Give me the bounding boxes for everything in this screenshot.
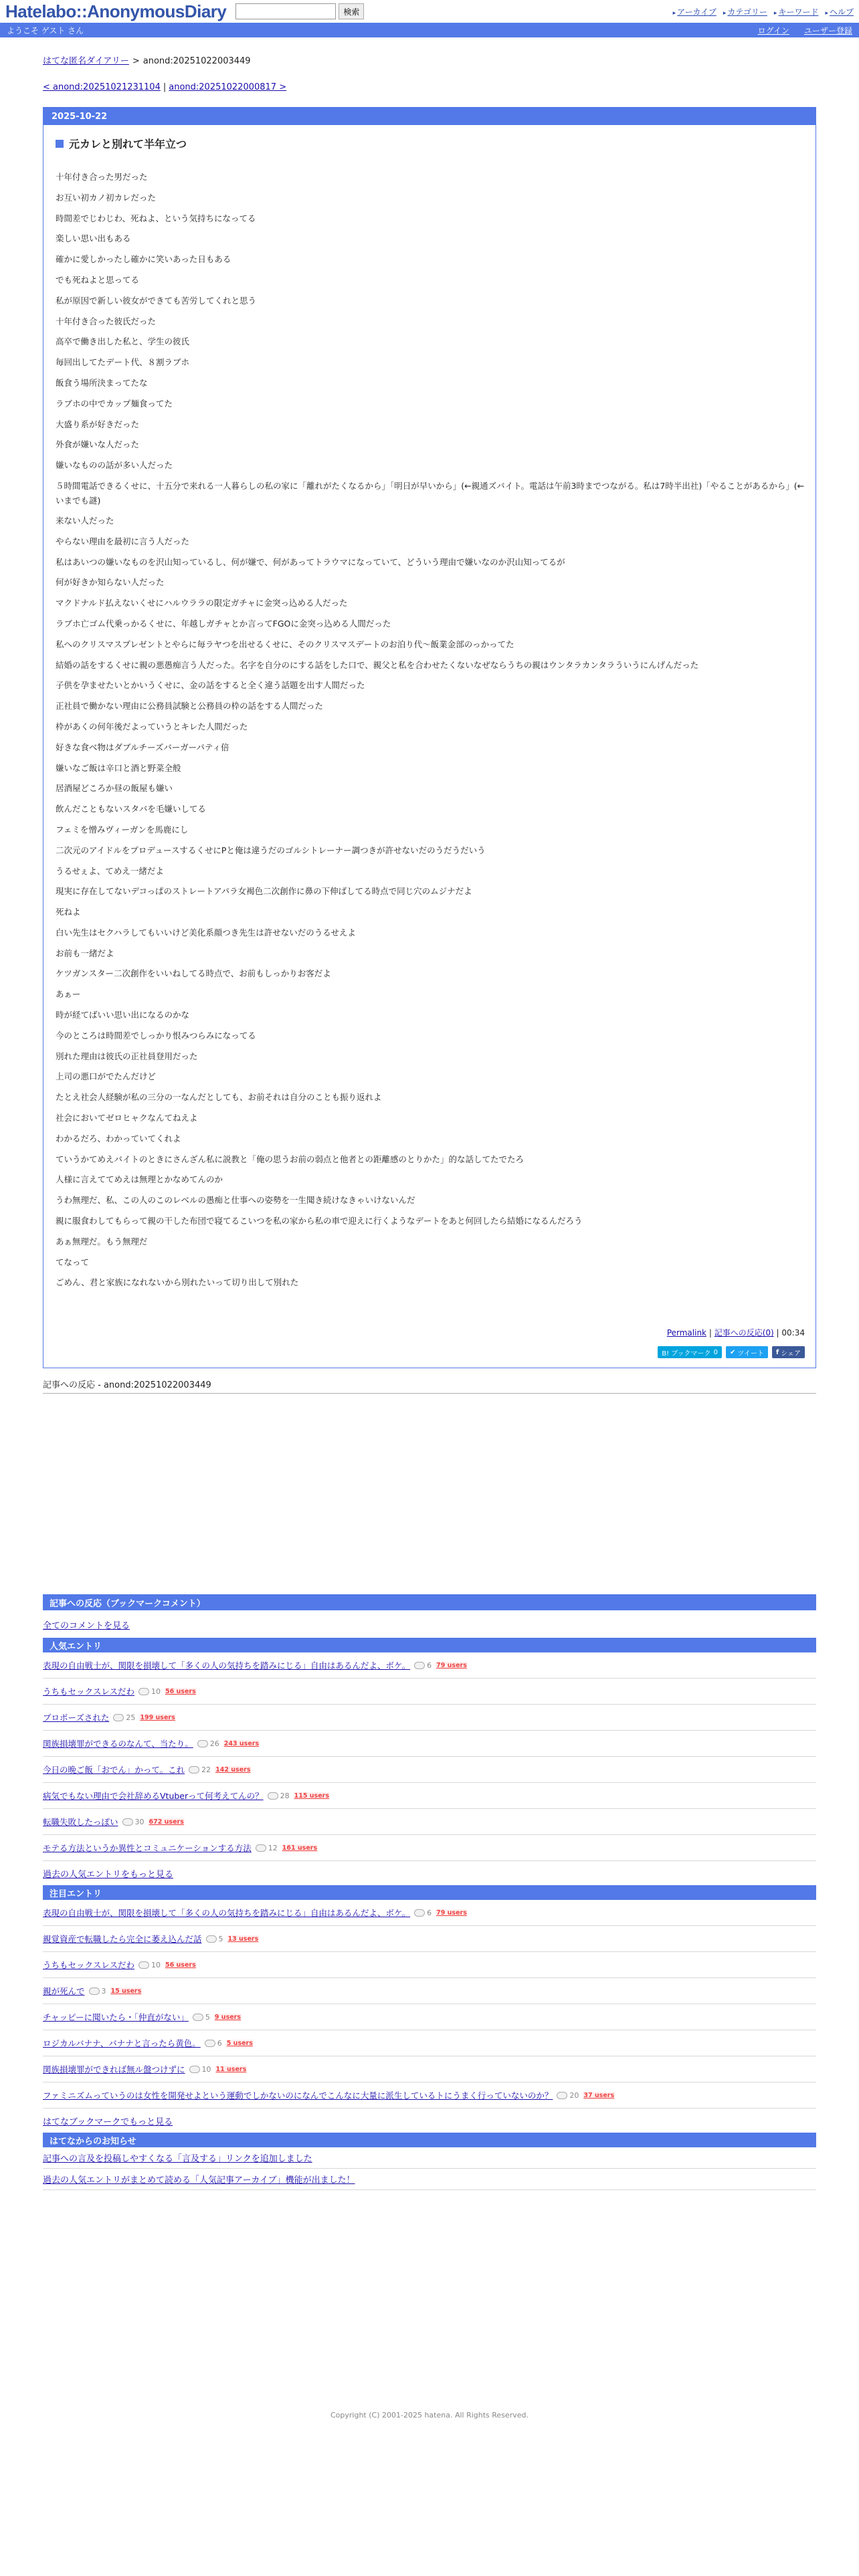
popular-entries-header: 人気エントリ [43,1638,816,1652]
all-comments-link[interactable]: 全てのコメントを見る [43,1621,130,1632]
notice-link[interactable]: 過去の人気エントリがまとめて読める「人気記事アーカイブ」機能が出ました！ [43,2175,355,2186]
entry-line: マクドナルド払えないくせにハルウララの限定ガチャに金突っ込める人だった [56,598,348,609]
entry-line: お互い初カノ初カレだった [56,192,157,203]
entry-line: 上司の悪口がでたんだけど [56,1071,157,1082]
bookmark-users-link[interactable]: 79 users [436,1909,467,1917]
entry-line: てなって [56,1257,90,1267]
reactions-link[interactable]: 記事への反応(0) [714,1328,774,1338]
entry-line: 人様に言えててめえは無理とかなめてんのか [56,1174,223,1185]
entry-line: 二次元のアイドルをプロデュースするくせにPと俺は違うだのゴルシトレーナー調つきが許せないだのうだうだいう [56,845,486,855]
entry-line: 親に服食わしてもらって親の干した布団で寝てるこいつを私の家から私の車で迎えに行くようなデートをあと何回したら結婚になるんだろう [56,1216,583,1226]
notice-item [43,2169,816,2190]
entry-line: 何が好きか知らない人だった [56,577,165,588]
list-item [43,1978,816,2004]
nav-divider: | [163,82,167,92]
list-item [43,1783,816,1809]
comment-icon [113,1714,124,1721]
entry-line: 毎回出してたデート代、８割ラブホ [56,357,190,368]
breadcrumb [43,53,816,66]
bookmark-users-link[interactable]: 243 users [223,1739,260,1747]
comment-icon [122,1818,133,1826]
comment-count-value: 6 [217,2038,222,2048]
welcome-text: ようこそ ゲスト さん [7,25,84,35]
entry-link[interactable]: 関族損壊罪ができるのなんて、当たり。 [43,1739,193,1749]
entry-line: ていうかてめえバイトのときにさんざん私に説教と「俺の思うお前の弱点と他者との距離感のとりかた」的な話してたでたろ [56,1154,524,1164]
login-link[interactable]: ログイン [757,25,789,35]
keyword-icon: ▸ [773,9,777,17]
list-item [43,1731,816,1757]
entry-line: たとえ社会人経験が私の三分の一なんだとしても、お前それは自分のことも振り返れよ [56,1092,382,1103]
notices-list [43,2147,816,2190]
hatena-bookmark-button[interactable] [658,1346,722,1358]
notice-link[interactable]: 記事への言及を投稿しやすくなる「言及する」リンクを追加しました [43,2154,312,2165]
bookmark-users-link[interactable]: 79 users [436,1661,467,1669]
diary-day [43,107,816,1368]
entry-link[interactable]: 親覚資産で転職したら完全に萎え込んだ話 [43,1934,202,1945]
more-hot-link[interactable]: はてなブックマークでもっと見る [43,2117,173,2127]
entry-line: 外食が嫌いな人だった [56,439,140,450]
comment-count [205,2039,222,2048]
entry-line: 嫌いなご飯は辛口と酒と野菜全般 [56,762,181,773]
entry-line: 時間差でじわじわ、死ねよ、という気持ちになってる [56,213,256,223]
footer-separator: | [776,1328,779,1338]
entry-line: 飲んだこともないスタバを毛嫌いしてる [56,804,206,815]
entry-line: 枠があくの何年後だよっていうとキレた人間だった [56,721,248,732]
breadcrumb-current: anond:20251022003449 [142,56,251,66]
entry-line: ラブホ亡ゴム代乗っかるくせに、年越しガチャとか言ってFGOに金突っ込める人間だった [56,618,391,629]
site-logo[interactable]: Hatelabo::AnonymousDiary [5,1,227,21]
next-entry-link[interactable]: anond:20251022000817 > [169,82,287,92]
notices-header: はてなからのお知らせ [43,2133,816,2147]
entry-line: やらない理由を最初に言う人だった [56,536,190,546]
facebook-share-label: シェア [781,1350,801,1358]
comment-count-value: 30 [134,1817,145,1826]
entry-title [56,136,805,151]
keyword-link[interactable]: キーワード [778,7,819,17]
comment-count [189,1765,211,1774]
entry-line: 確かに愛しかったし確かに笑いあった日もある [56,254,231,265]
entry-link[interactable]: プロポーズされた [43,1713,110,1723]
entry-line: 子供を孕ませたいとかいうくせに、金の話をすると全く違う話題を出す人間だった [56,680,365,691]
tweet-label: ツイート [737,1350,764,1358]
main-content [43,37,816,2420]
register-link[interactable]: ユーザー登録 [803,25,852,35]
entry-link[interactable]: うちもセックスレスだわ [43,1687,135,1697]
comment-count [138,1687,161,1696]
comment-icon [557,2092,567,2099]
permalink-link[interactable]: Permalink [666,1328,706,1338]
bookmark-users-link[interactable]: 5 users [226,2039,253,2047]
entry-line: うるせぇよ、てめえ一緒だよ [56,865,164,876]
comment-count [414,1909,432,1917]
entry-line: 十年付き合った男だった [56,172,148,182]
category-link[interactable]: カテゴリー [727,7,767,17]
bookmark-users-link[interactable]: 672 users [149,1818,184,1826]
entry-line: ごめん、君と家族になれないから別れたいって切り出して別れた [56,1277,299,1288]
comment-count-value: 5 [218,1934,223,1943]
title-square-icon [56,140,64,148]
list-item [43,1809,816,1835]
comment-icon [193,2014,203,2021]
footer-separator: | [708,1328,712,1338]
entry-time: 00:34 [781,1328,805,1338]
entry-line: 現実に存在してないデコっぱのストレートアパラ女褐色二次創作に鼻の下伸ばしてる時点で同じ穴のムジナだよ [56,886,472,897]
copyright: Copyright (C) 2001-2025 hatena. All Rights Reserved. [330,2411,529,2420]
archive-icon: ▸ [672,9,676,17]
entry-link[interactable]: 表現の自由戦士が、関限を損壊して「多くの人の気持ちを踏みにじる」自由はあるんだよ、ボケ。 [43,1908,411,1919]
comment-count [414,1661,432,1670]
comment-count-value: 25 [126,1713,136,1722]
entry-link[interactable]: 関族損壊罪ができれば無ル盤つけずに [43,2064,185,2075]
comment-count-value: 26 [209,1739,219,1748]
comment-count-value: 28 [280,1791,290,1800]
user-bar [0,23,859,37]
search-input[interactable] [235,3,336,19]
comment-count [268,1792,290,1800]
list-item [43,1900,816,1926]
comment-count-value: 12 [268,1843,278,1852]
list-item [43,2056,816,2082]
entry-title-link[interactable]: 元カレと別れて半年立つ [69,138,187,150]
help-icon: ▸ [825,9,828,17]
entry-link[interactable]: 転職失敗したっぽい [43,1817,118,1828]
list-item [43,1705,816,1731]
list-item [43,2030,816,2056]
entry-line: あぁー [56,989,81,1000]
category-icon: ▸ [723,9,727,17]
bookmark-users-link[interactable]: 56 users [165,1961,196,1969]
comment-count [557,2091,579,2100]
more-popular-link[interactable]: 過去の人気エントリをもっと見る [43,1869,174,1880]
entry-link[interactable]: チャッピーに聞いたら・「仲直がない」 [43,2012,189,2023]
entry-line: フェミを憎みヴィーガンを馬鹿にし [56,824,189,835]
archive-link[interactable]: アーカイブ [677,7,717,17]
entry-line: 高卒で働き出した私と、学生の彼氏 [56,336,190,347]
entry-line: ケツガンスター二次創作をいいねしてる時点で、お前もしっかりお客だよ [56,968,331,979]
search-button[interactable]: 検索 [339,3,364,19]
tweet-button[interactable] [726,1346,768,1358]
comment-icon [138,1961,149,1969]
entry-link[interactable]: ロジカルバナナ、バナナと言ったら黄色。 [43,2038,201,2049]
list-item [43,1757,816,1783]
hot-entries-header: 注目エントリ [43,1885,816,1900]
bookmark-users-link[interactable]: 13 users [227,1935,259,1943]
entry-body [43,125,816,1368]
comment-icon [414,1909,425,1917]
prev-next-nav [43,82,816,92]
bookmark-users-link[interactable]: 115 users [294,1792,329,1800]
comment-icon [414,1662,425,1669]
comment-icon [256,1844,266,1852]
bookmark-users-link[interactable]: 37 users [583,2091,615,2099]
hatena-bookmark-label: B! ブックマーク [662,1350,711,1358]
comment-icon [206,1935,217,1943]
bookmark-users-link[interactable]: 142 users [215,1765,251,1774]
reactions-heading: 記事への反応 - anond:20251022003449 [43,1378,816,1394]
bookmark-comments-header: 記事への反応（ブックマークコメント） [43,1594,816,1610]
comment-count [189,2065,211,2074]
bookmark-users-link[interactable]: 199 users [140,1713,175,1721]
entry-line: ５時間電話できるくせに、十五分で来れる一人暮らしの私の家に「離れがたくなるから」「明日が早いから」(←親通ズバイト。電話は午前3時までつながる。私は7時半出社)「やることがあるから」(←いまでも謎) [56,480,805,506]
bookmark-users-link[interactable]: 56 users [165,1687,196,1695]
bookmark-users-link[interactable]: 15 users [110,1987,142,1995]
entry-line: 私へのクリスマスプレゼントとやらに毎ラヤつを出せるくせに、そのクリスマスデートのお泊り代〜飯業金部のっかってた [56,639,514,649]
prev-entry-link[interactable]: < anond:20251021231104 [43,82,161,92]
entry-line: 居酒屋どころか昼の飯屋も嫌い [56,783,173,794]
comment-count-value: 5 [205,2012,210,2022]
comment-count [89,1987,106,1996]
entry-link[interactable]: 今日の晩ご飯「おでん」かって。これ [43,1765,185,1776]
comment-count [256,1844,278,1852]
entry-line: 楽しい思い出もある [56,233,131,244]
list-item [43,2004,816,2030]
hatena-bookmark-count: 0 [713,1348,718,1356]
breadcrumb-home-link[interactable]: はてな匿名ダイアリー [43,56,129,66]
entry-link[interactable]: ファミニズムっていうのは女性を開発せよという運動でしかないのになんでこんなに大量に派生しているトにうまく行っていないのか？ [43,2090,553,2101]
comment-count-value: 10 [201,2064,211,2074]
comment-icon [189,2066,200,2073]
entry-link[interactable]: モテる方法というか異性とコミュニケーションする方法 [43,1843,252,1854]
bookmark-users-link[interactable]: 161 users [282,1844,318,1852]
comment-icon [89,1988,100,1995]
entry-line: 飯食う場所決まってたな [56,377,148,388]
comment-icon [138,1688,149,1695]
entry-text [56,167,805,1293]
comment-count [113,1713,135,1722]
entry-line: 白い先生はセクハラしてもいいけど美化系顔つき先生は許せないだのうるせえよ [56,927,356,938]
entry-line: ラブホの中でカップ麺食ってた [56,398,173,409]
comment-count [138,1961,161,1969]
comment-count-value: 3 [101,1986,106,1996]
entry-line: 好きな食べ物はダブルチーズバーガーパティ倍 [56,742,229,752]
help-link[interactable]: ヘルプ [829,7,854,17]
entry-line: お前も一緒だよ [56,948,114,958]
list-item [43,1679,816,1705]
entry-line: 正社員で働かない理由に公務員試験と公務員の枠の話をする人間だった [56,701,324,712]
entry-line: 来ない人だった [56,515,114,526]
comment-count [193,2013,210,2022]
share-buttons [56,1346,805,1358]
ad-space [43,1394,816,1594]
top-links [673,6,854,17]
comment-count [206,1935,223,1943]
entry-line: 私はあいつの嫌いなものを沢山知っているし、何が嫌で、何があってトラウマになっていて、どういう理由で嫌いなのか沢山知ってるが [56,556,565,567]
comment-count-value: 20 [569,2090,579,2100]
facebook-icon: f [775,1348,779,1356]
entry-link[interactable]: 親が死んで [43,1986,85,1997]
comment-count-value: 10 [151,1960,161,1969]
comment-count-value: 22 [201,1765,211,1774]
comment-icon [205,2040,215,2047]
entry-line: 私が原因で新しい彼女ができても苦労してくれと思う [56,295,257,306]
entry-footer [56,1327,805,1338]
entry-line: 別れた理由は彼氏の正社員登用だった [56,1051,198,1061]
entry-line: でも死ねよと思ってる [56,274,140,285]
entry-line: わかるだろ、わかっていてくれよ [56,1133,181,1144]
bookmark-users-link[interactable]: 9 users [214,2013,242,2021]
comment-count [197,1739,219,1748]
comment-count-value: 6 [427,1908,432,1917]
entry-line: 結婚の話をするくせに親の悪愚痴言う人だった。名字を自分のにする話をした口で、親父と私を合わせたくないなぜならうちの親はウンタラカンタラういうにんげんだった [56,659,699,670]
entry-line: 嫌いなものの話が多い人だった [56,460,173,471]
bird-icon: ✔ [729,1348,736,1356]
facebook-share-button[interactable] [772,1346,805,1358]
entry-link[interactable]: うちもセックスレスだわ [43,1960,135,1971]
day-date: 2025-10-22 [43,108,816,125]
notice-item [43,2147,816,2169]
entry-line: 大盛り系が好きだった [56,419,140,429]
comment-count-value: 10 [151,1687,161,1696]
list-item [43,1926,816,1952]
list-item [43,1652,816,1679]
entry-line: 時が経てばいい思い出になるのかな [56,1010,190,1021]
hot-entries-list [43,1900,816,2109]
list-item [43,2082,816,2109]
entry-line: 十年付き合った彼氏だった [56,316,157,326]
entry-line: 社会においてゼロヒャクなんてねえよ [56,1113,198,1123]
comment-icon [268,1792,278,1800]
entry-link[interactable]: 病気でもない理由で会社辞めるVtuberって何考えてんの？ [43,1791,264,1802]
bookmark-users-link[interactable]: 11 users [215,2065,247,2073]
list-item [43,1952,816,1978]
comment-icon [189,1766,199,1774]
entry-line: 死ねよ [56,907,81,918]
comment-icon [197,1740,208,1747]
entry-line: 今のところは時間差でしっかり恨みつらみになってる [56,1030,256,1041]
comment-count [122,1818,145,1826]
comment-count-value: 6 [427,1660,432,1670]
entry-line: うわ無理だ、私、この人のこのレベルの愚痴と仕事への姿勢を一生聞き続けなきゃいけないんだ [56,1195,415,1206]
entry-link[interactable]: 表現の自由戦士が、関限を損壊して「多くの人の気持ちを踏みにじる」自由はあるんだよ、ボケ。 [43,1660,411,1671]
breadcrumb-separator: > [132,56,140,66]
entry-line: あぁ無理だ。もう無理だ [56,1236,148,1247]
list-item [43,1835,816,1861]
top-bar [0,0,859,23]
popular-entries-list [43,1652,816,1861]
